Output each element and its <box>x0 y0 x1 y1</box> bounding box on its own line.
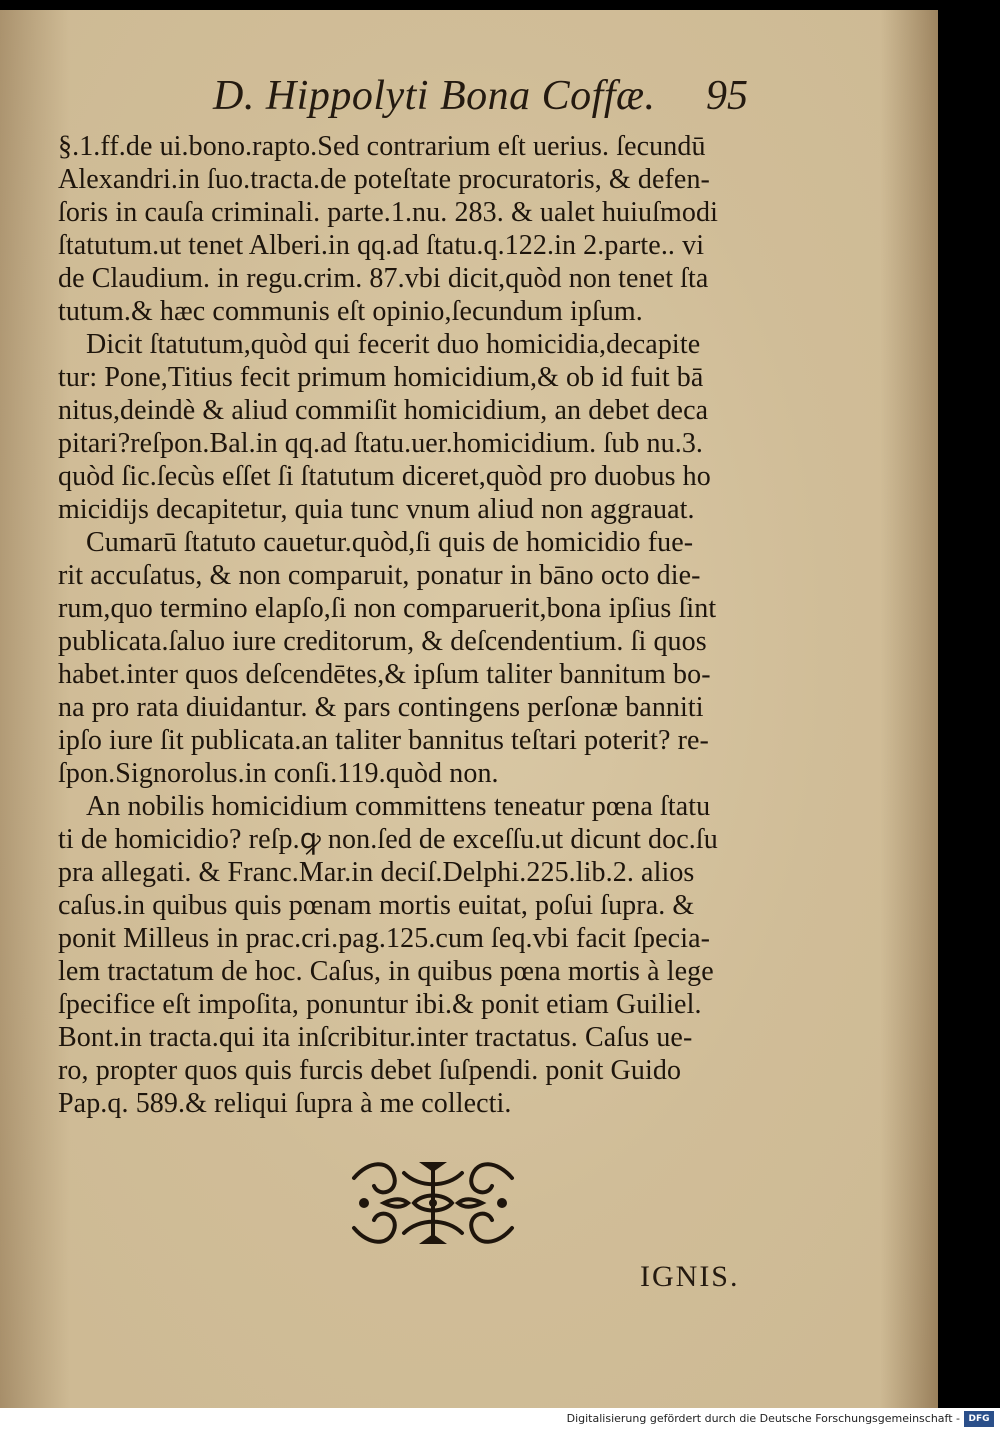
text-line: ponit Milleus in prac.cri.pag.125.cum ſeq.vbi facit ſpecia- <box>58 923 711 954</box>
digitization-credit: Digitalisierung gefördert durch die Deutsche Forschungsgemeinschaft - <box>566 1412 960 1425</box>
text-line: rit accuſatus, & non comparuit, ponatur in bāno octo die- <box>58 560 701 591</box>
text-line: Dicit ſtatutum,quòd qui fecerit duo homicidia,decapite <box>86 329 701 360</box>
text-line: ſpecifice eſt impoſita, ponuntur ibi.& ponit etiam Guiliel. <box>58 989 702 1020</box>
footer-bar <box>0 1408 1000 1432</box>
text-line: An nobilis homicidium committens teneatur pœna ſtatu <box>86 791 711 822</box>
text-line: publicata.ſaluo iure creditorum, & deſcendentium. ſi quos <box>58 626 707 657</box>
text-line: ro, propter quos quis furcis debet ſuſpendi. ponit Guido <box>58 1055 682 1086</box>
text-line: rum,quo termino elapſo,ſi non comparuerit,bona ipſius ſint <box>58 593 717 624</box>
text-line: ipſo iure ſit publicata.an taliter bannitus teſtari poterit? re- <box>58 725 709 756</box>
text-line: ti de homicidio? reſp.ꝙ non.ſed de exceſſu.ut dicunt doc.ſu <box>58 824 718 855</box>
catchword: IGNIS. <box>640 1260 740 1293</box>
page-header <box>0 72 938 132</box>
text-line: quòd ſic.ſecùs eſſet ſi ſtatutum diceret,quòd pro duobus ho <box>58 461 711 492</box>
text-line: ſpon.Signorolus.in conſi.119.quòd non. <box>58 758 499 789</box>
running-head: D. Hippolyti Bona Coffæ. <box>213 73 656 119</box>
text-line: ſtatutum.ut tenet Alberi.in qq.ad ſtatu.q.122.in 2.parte.. vi <box>58 230 705 261</box>
text-line: Cumarū ſtatuto cauetur.quòd,ſi quis de homicidio fue- <box>86 527 694 558</box>
text-line: nitus,deindè & aliud commiſit homicidium, an debet deca <box>58 395 709 426</box>
text-line: Alexandri.in ſuo.tracta.de poteſtate procuratoris, & defen- <box>58 164 710 195</box>
book-page <box>0 10 938 1408</box>
text-line: Bont.in tracta.qui ita inſcribitur.inter tractatus. Caſus ue- <box>58 1022 693 1053</box>
text-line: de Claudium. in regu.crim. 87.vbi dicit,quòd non tenet ſta <box>58 263 709 294</box>
text-line: §.1.ff.de ui.bono.rapto.Sed contrarium eſt uerius. ſecundū <box>58 131 706 162</box>
printers-fleuron-icon <box>344 1158 522 1248</box>
text-line: na pro rata diuidantur. & pars contingens perſonæ banniti <box>58 692 704 723</box>
text-line: tutum.& hæc communis eſt opinio,ſecundum ipſum. <box>58 296 643 327</box>
text-line: lem tractatum de hoc. Caſus, in quibus pœna mortis à lege <box>58 956 714 987</box>
text-line: Pap.q. 589.& reliqui ſupra à me collecti. <box>58 1088 512 1119</box>
text-line: micidijs decapitetur, quia tunc vnum aliud non aggrauat. <box>58 494 695 525</box>
text-line: pitari?reſpon.Bal.in qq.ad ſtatu.uer.homicidium. ſub nu.3. <box>58 428 704 459</box>
page-number: 95 <box>706 73 748 119</box>
dfg-logo: DFG <box>964 1411 994 1427</box>
text-line: pra allegati. & Franc.Mar.in deciſ.Delphi.225.lib.2. alios <box>58 857 695 888</box>
body-text <box>58 130 798 1120</box>
text-line: caſus.in quibus quis pœnam mortis euitat, poſui ſupra. & <box>58 890 695 921</box>
text-line: habet.inter quos deſcendētes,& ipſum taliter bannitum bo- <box>58 659 711 690</box>
text-line: tur: Pone,Titius fecit primum homicidium,& ob id fuit bā <box>58 362 704 393</box>
text-line: ſoris in cauſa criminali. parte.1.nu. 283. & ualet huiuſmodi <box>58 197 718 228</box>
